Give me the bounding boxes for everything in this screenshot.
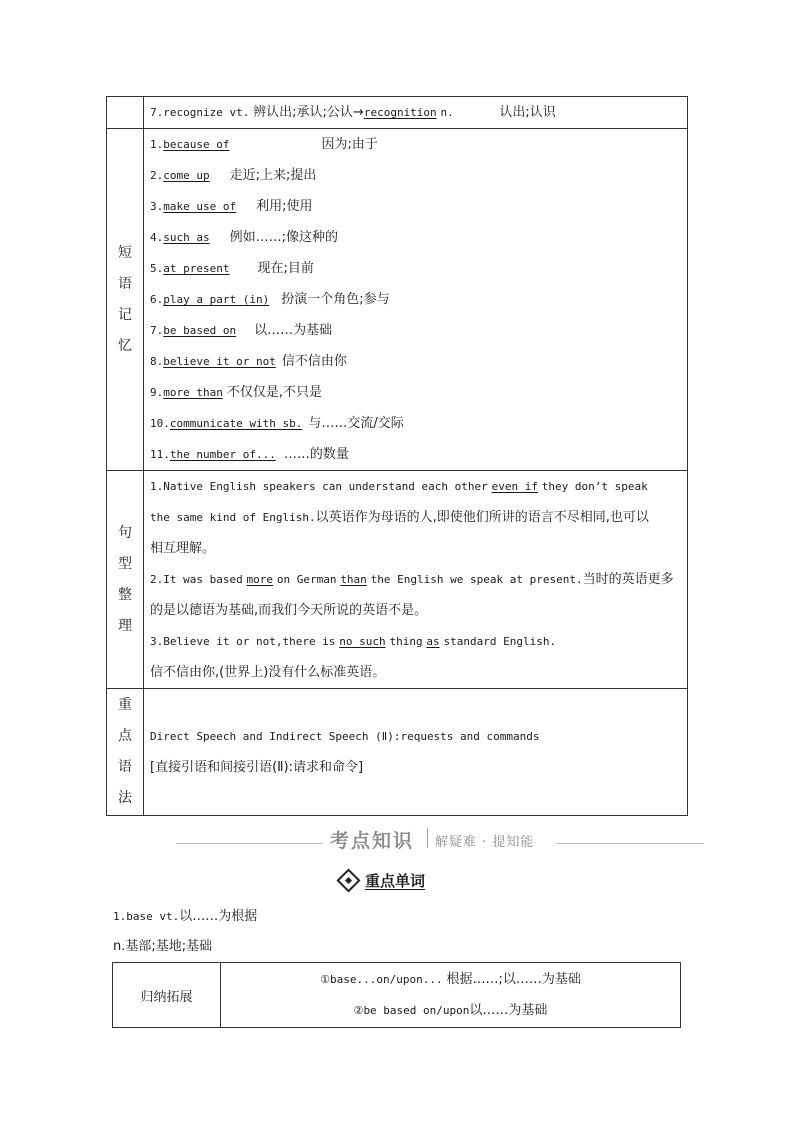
phrase-item <box>150 129 681 160</box>
phrase-number: 1. <box>150 138 164 151</box>
category-char: 理 <box>118 617 132 634</box>
category-char: 整 <box>118 586 132 603</box>
sentence-text: 3.Believe it or not,there is <box>150 635 336 648</box>
phrases-content-cell <box>144 129 688 471</box>
banner-divider-right <box>556 843 704 844</box>
category-char: 短 <box>118 244 132 261</box>
sentences-content-cell <box>144 471 688 689</box>
phrases-row <box>107 129 688 471</box>
phrases-category-cell <box>107 129 144 471</box>
sentence-2 <box>150 564 681 626</box>
phrase-text: the number of... <box>169 448 276 461</box>
phrase-item <box>150 377 681 408</box>
grammar-row <box>107 689 688 816</box>
phrase-meaning: 扮演一个角色;参与 <box>281 292 390 307</box>
vocab-word: 7.recognize vt. <box>150 106 250 119</box>
grammar-category-cell <box>107 689 144 816</box>
vocab-category-cell <box>107 97 144 129</box>
word-entry-line1 <box>113 906 257 927</box>
phrase-item <box>150 191 681 222</box>
sentence-translation: 以英语作为母语的人,即使他们所讲的语言不尽相同,也可以 <box>315 510 649 525</box>
phrase-text: come up <box>163 169 210 182</box>
grammar-english: Direct Speech and Indirect Speech (Ⅱ):requests and commands <box>150 730 540 743</box>
word-entry-line2 <box>113 936 212 957</box>
phrase-number: 7. <box>150 324 164 337</box>
phrase-item <box>150 315 681 346</box>
phrase-number: 10. <box>150 417 170 430</box>
phrase-text: make use of <box>163 200 237 213</box>
phrase-text: more than <box>163 386 223 399</box>
summary-label: 归纳拓展 <box>113 963 221 1028</box>
phrase-number: 8. <box>150 355 164 368</box>
summary-table <box>112 962 681 1028</box>
study-table <box>106 96 688 816</box>
word-headword: 1.base vt. <box>113 910 180 923</box>
phrase-meaning: 利用;使用 <box>256 199 313 214</box>
phrase-number: 2. <box>150 169 164 182</box>
sentence-translation: 的是以德语为基础,而我们今天所说的英语不是。 <box>150 603 428 618</box>
sentence-text: they don’t speak <box>541 480 648 493</box>
summary-item-1-meaning: 根据……;以……为基础 <box>446 972 581 987</box>
grammar-content-cell <box>144 689 688 816</box>
phrase-number: 4. <box>150 231 164 244</box>
sentence-key: no such <box>339 635 386 648</box>
summary-content <box>221 963 681 1028</box>
banner-divider-left <box>176 843 322 844</box>
sentence-text: standard English. <box>443 635 557 648</box>
phrase-number: 3. <box>150 200 164 213</box>
phrase-meaning: 现在;目前 <box>257 261 314 276</box>
category-char: 语 <box>118 759 132 775</box>
phrase-text: at present <box>163 262 230 275</box>
summary-item-1-phrase: ①base...on/upon... <box>320 973 443 986</box>
phrase-item <box>150 439 681 470</box>
category-char: 法 <box>118 790 132 806</box>
sentence-key: than <box>340 573 367 586</box>
sentence-translation: 相互理解。 <box>150 541 216 556</box>
phrase-meaning: 例如……;像这种的 <box>229 230 338 245</box>
phrase-number: 9. <box>150 386 164 399</box>
phrase-number: 11. <box>150 448 170 461</box>
phrase-item <box>150 160 681 191</box>
sentence-text: the English we speak at present. <box>370 573 583 586</box>
sentence-text: on German <box>276 573 337 586</box>
sentence-text: 1.Native English speakers can understand each other <box>150 480 488 493</box>
section-title: 重点单词 <box>365 871 426 890</box>
vocab-derived-word: recognition <box>363 106 437 119</box>
phrase-number: 5. <box>150 262 164 275</box>
phrase-meaning: 走近;上来;提出 <box>229 168 317 183</box>
sentence-key: more <box>246 573 274 586</box>
phrase-meaning: ……的数量 <box>283 447 349 462</box>
sentence-translation: 当时的英语更多 <box>582 572 674 587</box>
grammar-chinese: [直接引语和间接引语(Ⅱ):请求和命令] <box>150 760 364 775</box>
summary-item-2-phrase: ②be based on/upon <box>353 1004 470 1017</box>
word-noun-meaning: n.基部;基地;基础 <box>113 939 213 954</box>
banner-separator <box>427 828 428 848</box>
category-char: 句 <box>118 524 132 541</box>
phrase-number: 6. <box>150 293 164 306</box>
banner-title: 考点知识 <box>330 830 415 852</box>
phrase-meaning: 以……为基础 <box>254 323 333 338</box>
phrase-meaning: 因为;由于 <box>321 137 378 152</box>
sentence-1 <box>150 471 681 564</box>
sentences-category-cell <box>107 471 144 689</box>
sentence-translation: 信不信由你,(世界上)没有什么标准英语。 <box>150 665 386 680</box>
sentence-key: as <box>426 635 440 648</box>
section-banner <box>176 826 704 852</box>
word-meaning: 以……为根据 <box>179 909 258 924</box>
banner-subtitle: 解疑难 · 提知能 <box>435 835 535 850</box>
phrase-item <box>150 408 681 439</box>
phrase-meaning: 与……交流/交际 <box>308 416 404 431</box>
phrase-text: such as <box>163 231 210 244</box>
phrase-text: be based on <box>163 324 237 337</box>
diamond-icon <box>336 868 360 892</box>
category-char: 记 <box>118 306 132 323</box>
phrase-item <box>150 253 681 284</box>
vocab-content-cell <box>144 97 688 129</box>
phrase-text: communicate with sb. <box>169 417 303 430</box>
sentences-row <box>107 471 688 689</box>
category-char: 重 <box>118 697 132 713</box>
sentence-key: even if <box>491 480 538 493</box>
phrase-text: believe it or not <box>163 355 276 368</box>
phrase-text: play a part (in) <box>163 293 270 306</box>
phrase-item <box>150 222 681 253</box>
sentence-text: the same kind of English. <box>150 511 316 524</box>
sentence-3 <box>150 626 681 688</box>
sentence-text: 2.It was based <box>150 573 243 586</box>
category-char: 点 <box>118 728 132 744</box>
category-char: 忆 <box>118 337 132 354</box>
phrase-meaning: 信不信由你 <box>281 354 347 369</box>
sentence-text: thing <box>389 635 423 648</box>
section-heading <box>340 868 425 892</box>
vocab-derived-meaning: 认出;认识 <box>499 105 556 120</box>
phrase-text: because of <box>163 138 230 151</box>
phrase-item <box>150 284 681 315</box>
category-char: 语 <box>118 275 132 292</box>
phrase-item <box>150 346 681 377</box>
vocab-meaning: 辨认出;承认;公认→ <box>253 105 364 120</box>
phrase-meaning: 不仅仅是,不只是 <box>226 385 322 400</box>
summary-item-2-meaning: 以……为基础 <box>469 1003 548 1018</box>
vocab-derived-pos: n. <box>440 106 454 119</box>
vocab-row <box>107 97 688 129</box>
category-char: 型 <box>118 555 132 572</box>
